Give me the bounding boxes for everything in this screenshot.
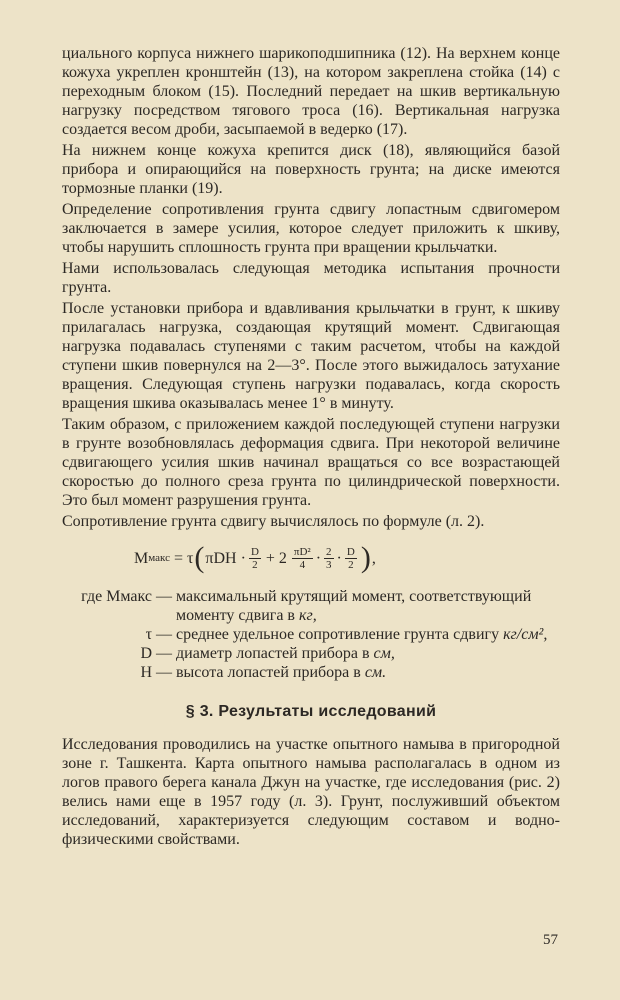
paragraph-5: После установки прибора и вдавливания крыльчатки в грунт, к шкиву прилагалась нагрузка, создающая крутящий момент. Сдвигающая нагрузка подавалась ступенями с таким расчетом, чтобы на каждой ступени шкив повернулся на 2—3°. После этого выжидалось затухание вращения. Следующая ступень нагрузки подавалась, когда скорость вращения шкива оказывалась менее 1° в минуту. [62,300,560,412]
legend-sym-d: D — [140,645,172,662]
shear-formula [134,537,560,579]
formula-dot-2: · [336,549,342,567]
page-number: 57 [543,932,558,948]
formula-frac-1 [249,546,261,571]
formula-end: , [371,549,376,567]
paragraph-2: На нижнем конце кожуха крепится диск (18), являющийся базой прибора и опирающийся на поверхность грунта; на диске имеются тормозные планки (19). [62,142,560,197]
legend-desc-mmax: максимальный крутящий момент, соответствующий моменту сдвига в кг, [176,588,532,624]
formula-paren-close: ) [360,541,371,574]
paragraph-3: Определение сопротивления грунта сдвигу лопастным сдвигомером заключается в замере усилия, которое следует приложить к шкиву, чтобы нарушить сплошность грунта при вращении крыльчатки. [62,201,560,256]
legend-desc-h: высота лопастей прибора в см. [176,664,387,681]
frac-1-num: D [250,545,259,558]
formula-plus: + 2 [265,549,287,567]
frac-3-den: 3 [326,558,332,571]
formula-paren-open: ( [194,541,205,574]
frac-2-den: 4 [299,558,306,571]
formula-lhs-sub: макс [148,551,170,564]
frac-4-num: D [346,545,355,558]
frac-1-den: 2 [252,558,258,571]
paragraph-results: Исследования проводились на участке опытного намыва в пригородной зоне г. Ташкента. Карта опытного намыва располагалась в одном из логов правого берега канала Джун на участке, где исследования (рис. 2) велись нами еще в 1957 году (л. 3). Грунт, послуживший объектом исследований, характеризуется следующим составом и водно-физическими свойствами. [62,736,560,848]
paragraph-6: Таким образом, с приложением каждой последующей ступени нагрузки в грунте возобновлялась деформация сдвига. При некоторой величине сдвигающего усилия шкив начинал вращаться со все возрастающей скоростью до полного среза грунта по цилиндрической поверхности. Это был момент разрушения грунта. [62,416,560,509]
legend-desc-d: диаметр лопастей прибора в см, [176,645,395,662]
frac-3-num: 2 [326,545,332,558]
formula-eq: = τ [173,549,194,567]
legend-sym-mmax: где Mмакс — [81,588,172,605]
formula-term1: πDH · [205,549,246,567]
formula-frac-2 [292,546,313,571]
paragraph-1: циального корпуса нижнего шарикоподшипника (12). На верхнем конце кожуха укреплен кронштейн (13), на котором закреплена стойка (14) с переходным блоком (15). Последний передает на шкив вертикальную нагрузку посредством тягового троса (16). Вертикальная нагрузка создается весом дроби, засыпаемой в ведерко (17). [62,45,560,138]
paragraph-4: Нами использовалась следующая методика испытания прочности грунта. [62,260,560,296]
formula-legend [62,587,560,682]
formula-dot-1: · [315,549,322,567]
page-body [62,44,560,851]
frac-2-num: πD² [293,545,311,558]
legend-desc-tau: среднее удельное сопротивление грунта сдвигу кг/см², [176,626,548,643]
frac-4-den: 2 [348,558,354,571]
formula-frac-3 [324,546,334,571]
formula-lhs: M [134,549,149,567]
legend-sym-h: H — [140,664,172,681]
section-heading: § 3. Результаты исследований [185,703,437,720]
legend-sym-tau: τ — [145,626,172,643]
paragraph-7: Сопротивление грунта сдвигу вычислялось по формуле (л. 2). [62,513,485,530]
formula-frac-4 [345,546,357,571]
